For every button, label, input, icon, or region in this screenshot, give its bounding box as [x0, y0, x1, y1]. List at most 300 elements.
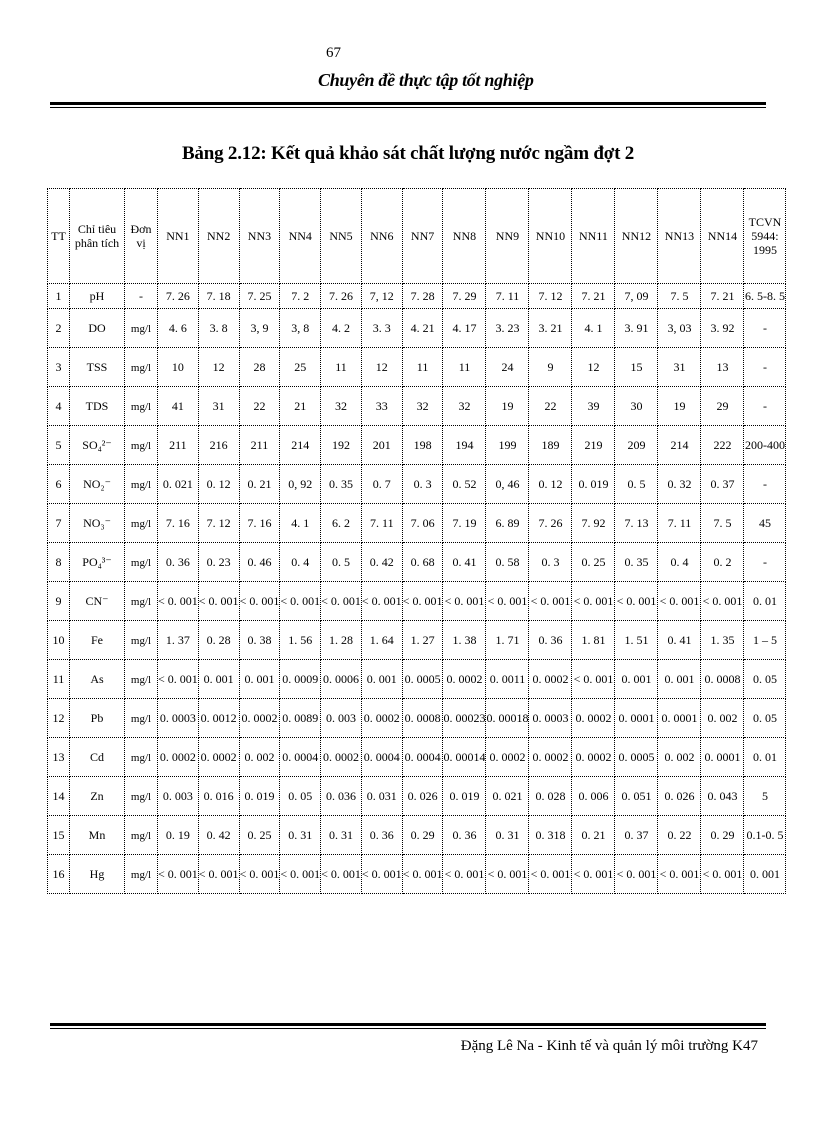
measurement-value: 7. 29	[443, 284, 486, 309]
standard-value: -	[744, 348, 786, 387]
measurement-value: 216	[198, 426, 239, 465]
measurement-value: < 0. 001	[158, 660, 199, 699]
measurement-value: 7. 06	[402, 504, 443, 543]
measurement-value: 7. 25	[239, 284, 280, 309]
measurement-value: < 0. 001	[572, 582, 615, 621]
measurement-value: 0. 0002	[529, 738, 572, 777]
unit-label: mg/l	[130, 400, 152, 413]
measurement-value: 0. 36	[361, 816, 402, 855]
measurement-value: 0. 0002	[486, 738, 529, 777]
measurement-value: < 0. 001	[486, 582, 529, 621]
measurement-value: 25	[280, 348, 321, 387]
measurement-value: 7. 26	[158, 284, 199, 309]
measurement-value: 0. 29	[701, 816, 744, 855]
measurement-value: 0. 0001	[615, 699, 658, 738]
parameter-name: DO	[70, 309, 125, 348]
unit-cell	[125, 777, 158, 816]
measurement-value: 0. 028	[529, 777, 572, 816]
measurement-value: 222	[701, 426, 744, 465]
measurement-value: 0. 3	[402, 465, 443, 504]
measurement-value: 0. 019	[443, 777, 486, 816]
column-header: Đơn vị	[125, 189, 158, 284]
measurement-value: 7, 12	[361, 284, 402, 309]
table-body	[48, 284, 786, 894]
unit-cell: -	[125, 284, 158, 309]
measurement-value: < 0. 001	[239, 855, 280, 894]
measurement-value: 12	[198, 348, 239, 387]
measurement-value: < 0. 001	[239, 582, 280, 621]
measurement-value: 0. 42	[198, 816, 239, 855]
table-row	[48, 426, 786, 465]
measurement-value: 21	[280, 387, 321, 426]
measurement-value: 19	[486, 387, 529, 426]
measurement-value: 0. 37	[615, 816, 658, 855]
column-header: NN6	[361, 189, 402, 284]
measurement-value: 0. 4	[280, 543, 321, 582]
measurement-value: < 0. 001	[529, 582, 572, 621]
column-header: Chỉ tiêu phân tích	[70, 189, 125, 284]
standard-value: -	[744, 543, 786, 582]
header-rule	[50, 102, 766, 109]
table-row	[48, 543, 786, 582]
parameter-name: pH	[70, 284, 125, 309]
measurement-value: 0. 002	[701, 699, 744, 738]
table-row	[48, 777, 786, 816]
row-index: 2	[48, 309, 70, 348]
measurement-value: 0. 00023	[443, 699, 486, 738]
measurement-value: 0. 19	[158, 816, 199, 855]
measurement-value: 7. 16	[158, 504, 199, 543]
measurement-value: < 0. 001	[280, 855, 321, 894]
measurement-value: 32	[402, 387, 443, 426]
measurement-value: 192	[321, 426, 362, 465]
parameter-name: SO₄²⁻	[70, 426, 125, 465]
parameter-name: CN⁻	[70, 582, 125, 621]
measurement-value: 3. 3	[361, 309, 402, 348]
measurement-value: 4. 1	[280, 504, 321, 543]
standard-value: -	[744, 465, 786, 504]
row-index: 16	[48, 855, 70, 894]
measurement-value: 198	[402, 426, 443, 465]
measurement-value: 0. 031	[361, 777, 402, 816]
column-header: NN14	[701, 189, 744, 284]
unit-cell	[125, 699, 158, 738]
column-header: NN11	[572, 189, 615, 284]
measurement-value: < 0. 001	[321, 855, 362, 894]
measurement-value: 7, 09	[615, 284, 658, 309]
measurement-value: 0. 001	[198, 660, 239, 699]
measurement-value: 0. 68	[402, 543, 443, 582]
measurement-value: 7. 13	[615, 504, 658, 543]
measurement-value: 0, 46	[486, 465, 529, 504]
measurement-value: 31	[198, 387, 239, 426]
standard-value: 0. 01	[744, 738, 786, 777]
measurement-value: 6. 2	[321, 504, 362, 543]
measurement-value: 7. 12	[198, 504, 239, 543]
row-index: 1	[48, 284, 70, 309]
unit-cell	[125, 855, 158, 894]
measurement-value: 33	[361, 387, 402, 426]
water-quality-table	[47, 188, 786, 894]
column-header: NN8	[443, 189, 486, 284]
measurement-value: 0. 026	[658, 777, 701, 816]
standard-value: 6. 5-8. 5	[744, 284, 786, 309]
table-header-row	[48, 189, 786, 284]
measurement-value: 0. 28	[198, 621, 239, 660]
measurement-value: 4. 2	[321, 309, 362, 348]
page-number: 67	[326, 45, 341, 61]
measurement-value: 7. 12	[529, 284, 572, 309]
measurement-value: 0. 29	[402, 816, 443, 855]
standard-value: 1 – 5	[744, 621, 786, 660]
measurement-value: 0. 37	[701, 465, 744, 504]
row-index: 5	[48, 426, 70, 465]
row-index: 6	[48, 465, 70, 504]
measurement-value: 0. 0006	[321, 660, 362, 699]
measurement-value: 0. 0002	[443, 660, 486, 699]
row-index: 9	[48, 582, 70, 621]
measurement-value: 7. 2	[280, 284, 321, 309]
row-index: 12	[48, 699, 70, 738]
measurement-value: 0. 0005	[615, 738, 658, 777]
measurement-value: 0. 0008	[402, 699, 443, 738]
measurement-value: 211	[158, 426, 199, 465]
standard-value: 0. 05	[744, 699, 786, 738]
measurement-value: 0. 58	[486, 543, 529, 582]
measurement-value: 0. 22	[658, 816, 701, 855]
measurement-value: 0. 0005	[402, 660, 443, 699]
measurement-value: 0. 21	[239, 465, 280, 504]
measurement-value: 3, 9	[239, 309, 280, 348]
measurement-value: 0. 019	[572, 465, 615, 504]
unit-cell	[125, 543, 158, 582]
measurement-value: 0. 12	[198, 465, 239, 504]
parameter-name: Hg	[70, 855, 125, 894]
measurement-value: 7. 26	[321, 284, 362, 309]
measurement-value: < 0. 001	[158, 855, 199, 894]
unit-cell	[125, 387, 158, 426]
measurement-value: 0. 003	[321, 699, 362, 738]
unit-label: mg/l	[130, 829, 152, 842]
measurement-value: < 0. 001	[402, 855, 443, 894]
measurement-value: 0. 0002	[321, 738, 362, 777]
measurement-value: 22	[239, 387, 280, 426]
measurement-value: < 0. 001	[443, 855, 486, 894]
parameter-name: Mn	[70, 816, 125, 855]
measurement-value: 0. 019	[239, 777, 280, 816]
measurement-value: 189	[529, 426, 572, 465]
measurement-value: 4. 17	[443, 309, 486, 348]
column-header: NN10	[529, 189, 572, 284]
parameter-name: Cd	[70, 738, 125, 777]
measurement-value: 0. 25	[572, 543, 615, 582]
column-header: NN13	[658, 189, 701, 284]
measurement-value: < 0. 001	[280, 582, 321, 621]
column-header: NN2	[198, 189, 239, 284]
measurement-value: 4. 6	[158, 309, 199, 348]
table-caption: Bảng 2.12: Kết quả khảo sát chất lượng nước ngầm đợt 2	[181, 143, 635, 164]
measurement-value: 22	[529, 387, 572, 426]
measurement-value: 30	[615, 387, 658, 426]
column-header: NN1	[158, 189, 199, 284]
unit-cell	[125, 816, 158, 855]
measurement-value: 1. 37	[158, 621, 199, 660]
unit-label: mg/l	[130, 478, 152, 491]
measurement-value: 0. 38	[239, 621, 280, 660]
unit-label: mg/l	[130, 712, 152, 725]
unit-label: mg/l	[130, 361, 152, 374]
measurement-value: 7. 26	[529, 504, 572, 543]
measurement-value: 0. 0001	[658, 699, 701, 738]
measurement-value: 0. 001	[658, 660, 701, 699]
unit-label: mg/l	[130, 556, 152, 569]
table-row	[48, 348, 786, 387]
measurement-value: 9	[529, 348, 572, 387]
measurement-value: 3. 92	[701, 309, 744, 348]
measurement-value: 3. 8	[198, 309, 239, 348]
measurement-value: 6. 89	[486, 504, 529, 543]
measurement-value: 0. 0009	[280, 660, 321, 699]
measurement-value: 0. 4	[658, 543, 701, 582]
measurement-value: 0, 92	[280, 465, 321, 504]
measurement-value: 0. 0012	[198, 699, 239, 738]
measurement-value: 0. 051	[615, 777, 658, 816]
measurement-value: 31	[658, 348, 701, 387]
measurement-value: 13	[701, 348, 744, 387]
parameter-name: Pb	[70, 699, 125, 738]
measurement-value: 0. 043	[701, 777, 744, 816]
measurement-value: 201	[361, 426, 402, 465]
row-index: 7	[48, 504, 70, 543]
measurement-value: 24	[486, 348, 529, 387]
measurement-value: 0. 006	[572, 777, 615, 816]
row-index: 13	[48, 738, 70, 777]
parameter-name: NO₂⁻	[70, 465, 125, 504]
measurement-value: 0. 0011	[486, 660, 529, 699]
unit-cell	[125, 738, 158, 777]
measurement-value: < 0. 001	[701, 855, 744, 894]
measurement-value: 0. 31	[486, 816, 529, 855]
measurement-value: 0. 026	[402, 777, 443, 816]
unit-cell	[125, 348, 158, 387]
measurement-value: 0. 7	[361, 465, 402, 504]
measurement-value: < 0. 001	[615, 582, 658, 621]
unit-label: mg/l	[130, 868, 152, 881]
parameter-name: Zn	[70, 777, 125, 816]
measurement-value: 0. 00018	[486, 699, 529, 738]
measurement-value: 0. 35	[615, 543, 658, 582]
measurement-value: 199	[486, 426, 529, 465]
measurement-value: 3. 23	[486, 309, 529, 348]
measurement-value: 0. 36	[529, 621, 572, 660]
measurement-value: 0. 31	[321, 816, 362, 855]
measurement-value: 19	[658, 387, 701, 426]
unit-cell	[125, 465, 158, 504]
measurement-value: 0. 12	[529, 465, 572, 504]
column-header: NN4	[280, 189, 321, 284]
measurement-value: 3. 91	[615, 309, 658, 348]
measurement-value: 0. 0002	[158, 738, 199, 777]
parameter-name: NO₃⁻	[70, 504, 125, 543]
measurement-value: 0. 0002	[198, 738, 239, 777]
unit-cell	[125, 621, 158, 660]
measurement-value: < 0. 001	[572, 855, 615, 894]
measurement-value: 0. 00014	[443, 738, 486, 777]
measurement-value: 194	[443, 426, 486, 465]
table-row	[48, 387, 786, 426]
measurement-value: 7. 5	[658, 284, 701, 309]
unit-cell	[125, 660, 158, 699]
measurement-value: 0. 0002	[529, 660, 572, 699]
measurement-value: 7. 5	[701, 504, 744, 543]
measurement-value: 0. 52	[443, 465, 486, 504]
row-index: 10	[48, 621, 70, 660]
measurement-value: 0. 2	[701, 543, 744, 582]
measurement-value: 3. 21	[529, 309, 572, 348]
unit-label: mg/l	[130, 634, 152, 647]
standard-value: -	[744, 309, 786, 348]
measurement-value: 3, 03	[658, 309, 701, 348]
measurement-value: 7. 21	[701, 284, 744, 309]
column-header: NN12	[615, 189, 658, 284]
measurement-value: 0. 001	[239, 660, 280, 699]
measurement-value: 12	[361, 348, 402, 387]
measurement-value: 0. 0002	[361, 699, 402, 738]
standard-value: 0. 01	[744, 582, 786, 621]
measurement-value: < 0. 001	[443, 582, 486, 621]
measurement-value: < 0. 001	[158, 582, 199, 621]
unit-cell	[125, 426, 158, 465]
footer-rule	[50, 1023, 766, 1030]
standard-value: 200-400	[744, 426, 786, 465]
measurement-value: 10	[158, 348, 199, 387]
standard-value: 5	[744, 777, 786, 816]
table-row	[48, 465, 786, 504]
measurement-value: 0. 21	[572, 816, 615, 855]
measurement-value: 0. 0004	[402, 738, 443, 777]
measurement-value: 0. 23	[198, 543, 239, 582]
measurement-value: 0. 016	[198, 777, 239, 816]
measurement-value: 0. 42	[361, 543, 402, 582]
measurement-value: 0. 0002	[572, 738, 615, 777]
measurement-value: 1. 27	[402, 621, 443, 660]
standard-value: 45	[744, 504, 786, 543]
measurement-value: 0. 32	[658, 465, 701, 504]
parameter-name: PO₄³⁻	[70, 543, 125, 582]
measurement-value: < 0. 001	[402, 582, 443, 621]
measurement-value: 7. 11	[361, 504, 402, 543]
measurement-value: 7. 11	[658, 504, 701, 543]
measurement-value: < 0. 001	[701, 582, 744, 621]
measurement-value: 11	[321, 348, 362, 387]
row-index: 4	[48, 387, 70, 426]
standard-value: 0.1-0. 5	[744, 816, 786, 855]
measurement-value: 0. 021	[486, 777, 529, 816]
measurement-value: 4. 1	[572, 309, 615, 348]
measurement-value: 7. 21	[572, 284, 615, 309]
measurement-value: < 0. 001	[572, 660, 615, 699]
measurement-value: 214	[280, 426, 321, 465]
measurement-value: 0. 3	[529, 543, 572, 582]
measurement-value: 28	[239, 348, 280, 387]
measurement-value: 0. 0002	[572, 699, 615, 738]
measurement-value: 219	[572, 426, 615, 465]
measurement-value: 11	[402, 348, 443, 387]
header-title: Chuyên đề thực tập tốt nghiệp	[318, 70, 534, 90]
table-row	[48, 699, 786, 738]
table-row	[48, 855, 786, 894]
measurement-value: 214	[658, 426, 701, 465]
measurement-value: 209	[615, 426, 658, 465]
measurement-value: 7. 18	[198, 284, 239, 309]
measurement-value: 0. 5	[615, 465, 658, 504]
parameter-name: TDS	[70, 387, 125, 426]
measurement-value: 0. 0002	[239, 699, 280, 738]
measurement-value: < 0. 001	[658, 582, 701, 621]
measurement-value: 0. 25	[239, 816, 280, 855]
measurement-value: 0. 05	[280, 777, 321, 816]
measurement-value: < 0. 001	[486, 855, 529, 894]
table-row	[48, 582, 786, 621]
measurement-value: 0. 0004	[361, 738, 402, 777]
measurement-value: 39	[572, 387, 615, 426]
measurement-value: 0. 036	[321, 777, 362, 816]
measurement-value: 1. 64	[361, 621, 402, 660]
measurement-value: 7. 92	[572, 504, 615, 543]
table-row	[48, 504, 786, 543]
column-header: NN9	[486, 189, 529, 284]
measurement-value: 1. 51	[615, 621, 658, 660]
measurement-value: 4. 21	[402, 309, 443, 348]
measurement-value: 1. 35	[701, 621, 744, 660]
measurement-value: 0. 001	[615, 660, 658, 699]
measurement-value: 0. 0004	[280, 738, 321, 777]
measurement-value: 1. 38	[443, 621, 486, 660]
parameter-name: As	[70, 660, 125, 699]
measurement-value: 3, 8	[280, 309, 321, 348]
footer-author: Đặng Lê Na - Kinh tế và quản lý môi trường K47	[460, 1038, 758, 1054]
unit-label: mg/l	[130, 439, 152, 452]
measurement-value: 1. 28	[321, 621, 362, 660]
measurement-value: 0. 001	[361, 660, 402, 699]
table-row	[48, 816, 786, 855]
measurement-value: 41	[158, 387, 199, 426]
measurement-value: 0. 41	[443, 543, 486, 582]
measurement-value: < 0. 001	[529, 855, 572, 894]
row-index: 15	[48, 816, 70, 855]
column-header: NN5	[321, 189, 362, 284]
measurement-value: 0. 021	[158, 465, 199, 504]
row-index: 11	[48, 660, 70, 699]
measurement-value: 7. 11	[486, 284, 529, 309]
measurement-value: 0. 5	[321, 543, 362, 582]
measurement-value: 0. 0008	[701, 660, 744, 699]
table-row	[48, 309, 786, 348]
measurement-value: 32	[443, 387, 486, 426]
measurement-value: < 0. 001	[198, 582, 239, 621]
row-index: 8	[48, 543, 70, 582]
measurement-value: 15	[615, 348, 658, 387]
measurement-value: 12	[572, 348, 615, 387]
measurement-value: < 0. 001	[658, 855, 701, 894]
row-index: 3	[48, 348, 70, 387]
unit-cell	[125, 582, 158, 621]
column-header: NN3	[239, 189, 280, 284]
unit-cell	[125, 309, 158, 348]
unit-label: mg/l	[130, 790, 152, 803]
column-header: TCVN 5944: 1995	[744, 189, 786, 284]
measurement-value: 0. 003	[158, 777, 199, 816]
